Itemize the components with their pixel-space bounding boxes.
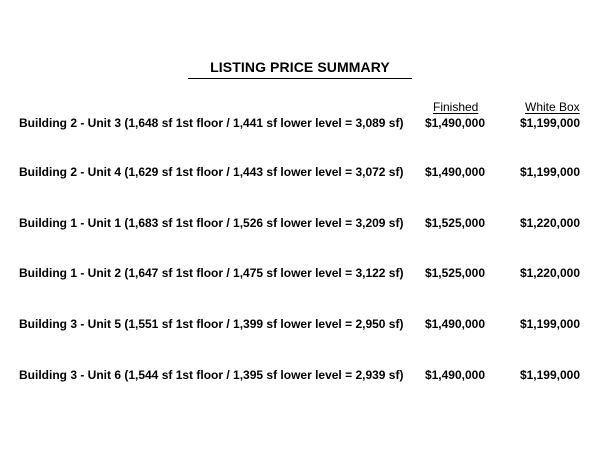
- white-box-price: $1,199,000: [519, 317, 580, 331]
- finished-price: $1,490,000: [424, 317, 485, 331]
- unit-description: Building 3 - Unit 5 (1,551 sf 1st floor / 1,399 sf lower level = 2,950 sf): [19, 317, 404, 331]
- finished-price: $1,490,000: [424, 165, 485, 179]
- price-row: [0, 115, 600, 131]
- finished-price: $1,490,000: [424, 116, 485, 130]
- price-row: [0, 367, 600, 383]
- price-row: [0, 164, 600, 180]
- unit-description: Building 1 - Unit 2 (1,647 sf 1st floor / 1,475 sf lower level = 3,122 sf): [19, 266, 404, 280]
- white-box-price: $1,199,000: [519, 116, 580, 130]
- column-header-finished: Finished: [433, 100, 479, 114]
- finished-price: $1,490,000: [424, 368, 485, 382]
- page-title: LISTING PRICE SUMMARY: [210, 59, 390, 75]
- price-row: [0, 265, 600, 281]
- white-box-price: $1,220,000: [519, 266, 580, 280]
- unit-description: Building 1 - Unit 1 (1,683 sf 1st floor / 1,526 sf lower level = 3,209 sf): [19, 216, 404, 230]
- finished-price: $1,525,000: [424, 266, 485, 280]
- title-underline: [188, 78, 412, 79]
- unit-description: Building 2 - Unit 4 (1,629 sf 1st floor / 1,443 sf lower level = 3,072 sf): [19, 165, 404, 179]
- white-box-price: $1,220,000: [519, 216, 580, 230]
- column-header-white-box: White Box: [525, 100, 580, 114]
- price-row: [0, 316, 600, 332]
- unit-description: Building 3 - Unit 6 (1,544 sf 1st floor / 1,395 sf lower level = 2,939 sf): [19, 368, 404, 382]
- white-box-price: $1,199,000: [519, 165, 580, 179]
- white-box-price: $1,199,000: [519, 368, 580, 382]
- finished-price: $1,525,000: [424, 216, 485, 230]
- price-row: [0, 215, 600, 231]
- unit-description: Building 2 - Unit 3 (1,648 sf 1st floor / 1,441 sf lower level = 3,089 sf): [19, 116, 404, 130]
